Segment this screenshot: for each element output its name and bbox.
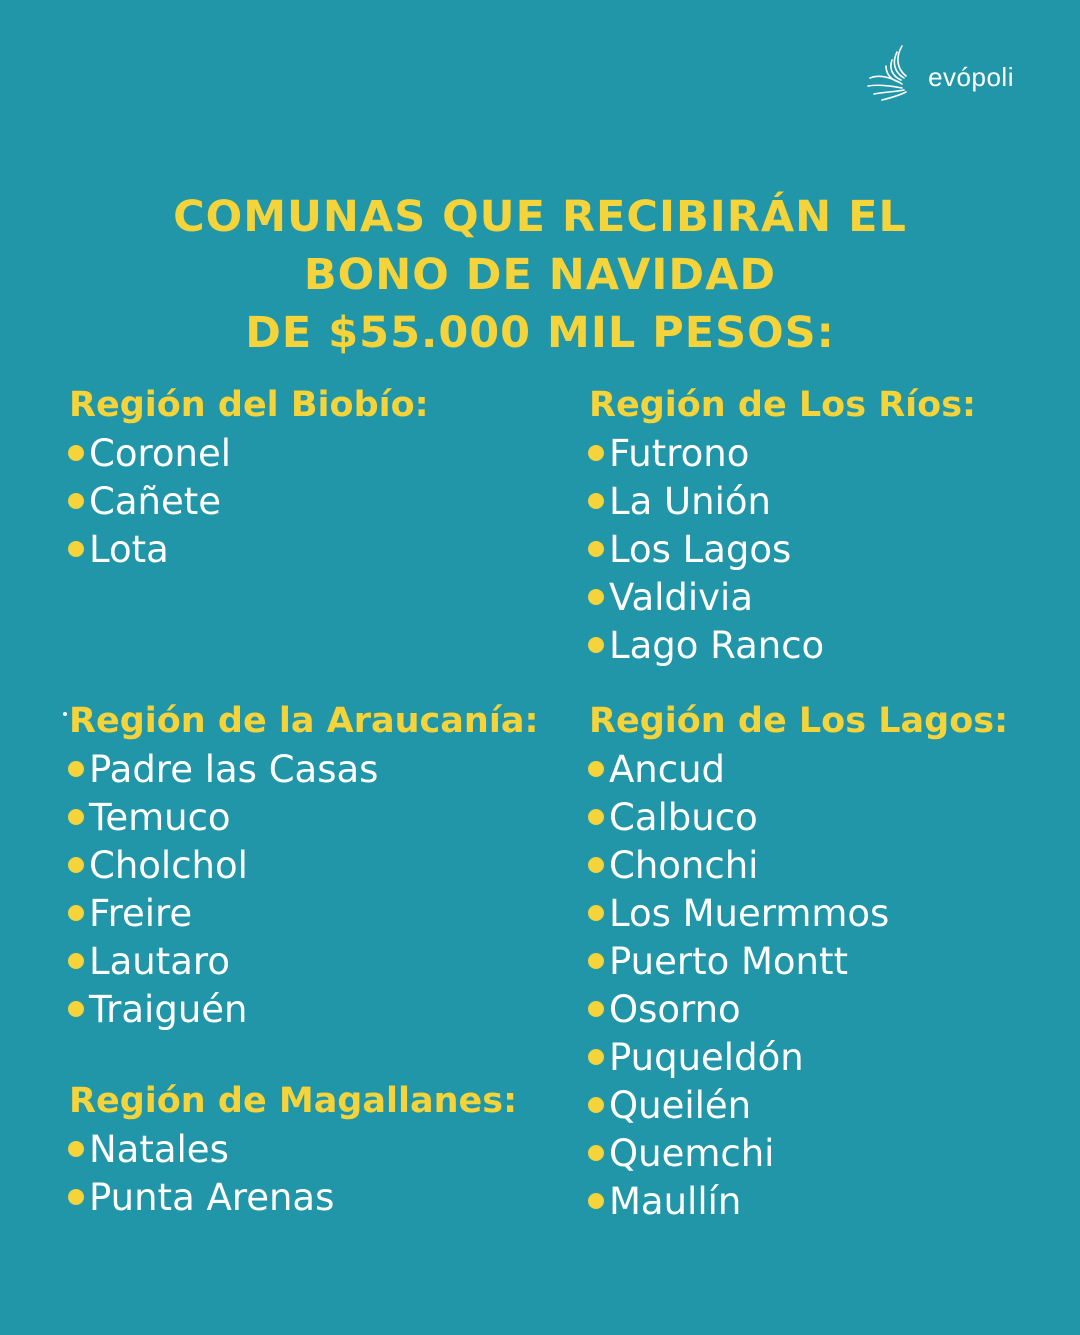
bullet-icon — [68, 445, 84, 461]
list-item — [68, 985, 538, 1033]
commune-name: Punta Arenas — [89, 1175, 335, 1219]
list-item — [588, 889, 1008, 937]
commune-name: Osorno — [609, 987, 741, 1031]
commune-name: Traiguén — [89, 987, 248, 1031]
commune-name: Futrono — [609, 431, 750, 475]
list-item — [588, 429, 976, 477]
list-item — [588, 525, 976, 573]
list-item — [588, 1033, 1008, 1081]
bullet-icon — [588, 1193, 604, 1209]
list-item — [588, 621, 976, 669]
bullet-icon — [588, 1145, 604, 1161]
commune-name: Valdivia — [609, 575, 754, 619]
list-item — [588, 1081, 1008, 1129]
list-item — [68, 841, 538, 889]
commune-name: Ancud — [609, 747, 726, 791]
commune-name: Coronel — [89, 431, 232, 475]
list-item — [68, 1173, 517, 1221]
bullet-icon — [588, 445, 604, 461]
bullet-icon — [588, 953, 604, 969]
commune-name: Los Muermmos — [609, 891, 890, 935]
page-title — [0, 188, 1080, 362]
region-title: Región de Magallanes: — [69, 1081, 518, 1121]
bullet-icon — [588, 637, 604, 653]
bullet-icon — [588, 1097, 604, 1113]
region-title: Región de Los Lagos: — [589, 701, 1009, 741]
commune-name: Calbuco — [609, 795, 758, 839]
commune-list — [68, 745, 538, 1033]
brand-name: evópoli — [928, 61, 1014, 92]
commune-list — [588, 429, 976, 669]
list-item — [68, 477, 429, 525]
title-line-2: BONO DE NAVIDAD — [303, 250, 777, 300]
list-item — [588, 985, 1008, 1033]
bullet-icon — [588, 589, 604, 605]
bullet-icon — [588, 1001, 604, 1017]
commune-name: Lota — [89, 527, 169, 571]
list-item — [588, 573, 976, 621]
list-item — [68, 429, 429, 477]
list-item — [588, 841, 1008, 889]
list-item — [68, 745, 538, 793]
commune-list — [588, 745, 1008, 1225]
title-line-3: DE $55.000 MIL PESOS: — [245, 308, 835, 358]
commune-name: Padre las Casas — [89, 747, 379, 791]
bullet-icon — [68, 905, 84, 921]
list-item — [68, 889, 538, 937]
commune-name: Los Lagos — [609, 527, 792, 571]
commune-name: Cholchol — [89, 843, 248, 887]
region-araucania — [68, 697, 538, 1033]
commune-name: Natales — [89, 1127, 229, 1171]
bullet-icon — [588, 493, 604, 509]
list-item — [588, 1177, 1008, 1225]
list-item — [68, 525, 429, 573]
wing-icon — [866, 42, 924, 104]
bullet-icon — [588, 809, 604, 825]
list-item — [588, 745, 1008, 793]
commune-name: Maullín — [609, 1179, 742, 1223]
bullet-icon — [68, 1141, 84, 1157]
commune-name: Freire — [89, 891, 193, 935]
commune-name: Cañete — [89, 479, 221, 523]
list-item — [68, 793, 538, 841]
commune-name: Queilén — [609, 1083, 752, 1127]
list-item — [588, 793, 1008, 841]
commune-name: La Unión — [609, 479, 771, 523]
bullet-icon — [588, 761, 604, 777]
region-magallanes — [68, 1077, 517, 1221]
list-item — [588, 477, 976, 525]
bullet-icon — [68, 953, 84, 969]
commune-name: Quemchi — [609, 1131, 775, 1175]
list-item — [68, 1125, 517, 1173]
bullet-icon — [68, 857, 84, 873]
commune-name: Puerto Montt — [609, 939, 849, 983]
bullet-icon — [588, 857, 604, 873]
bullet-icon — [68, 541, 84, 557]
commune-name: Lago Ranco — [609, 623, 825, 667]
region-biobio — [68, 381, 429, 573]
bullet-icon — [68, 809, 84, 825]
region-los-lagos — [588, 697, 1008, 1225]
region-title: Región de la Araucanía: — [69, 701, 539, 741]
commune-list — [68, 1125, 517, 1221]
bullet-icon — [68, 761, 84, 777]
title-line-1: COMUNAS QUE RECIBIRÁN EL — [173, 192, 907, 242]
region-title: Región de Los Ríos: — [589, 385, 977, 425]
brand-logo — [866, 42, 1014, 104]
commune-list — [68, 429, 429, 573]
commune-name: Temuco — [89, 795, 231, 839]
bullet-icon — [588, 1049, 604, 1065]
commune-name: Chonchi — [609, 843, 759, 887]
region-los-rios — [588, 381, 976, 669]
commune-name: Puqueldón — [609, 1035, 804, 1079]
bullet-icon — [588, 541, 604, 557]
list-item — [68, 937, 538, 985]
region-title: Región del Biobío: — [69, 385, 429, 425]
list-item — [588, 937, 1008, 985]
bullet-icon — [588, 905, 604, 921]
commune-name: Lautaro — [89, 939, 230, 983]
list-item — [588, 1129, 1008, 1177]
bullet-icon — [68, 493, 84, 509]
stray-dot — [63, 712, 67, 716]
bullet-icon — [68, 1189, 84, 1205]
bullet-icon — [68, 1001, 84, 1017]
